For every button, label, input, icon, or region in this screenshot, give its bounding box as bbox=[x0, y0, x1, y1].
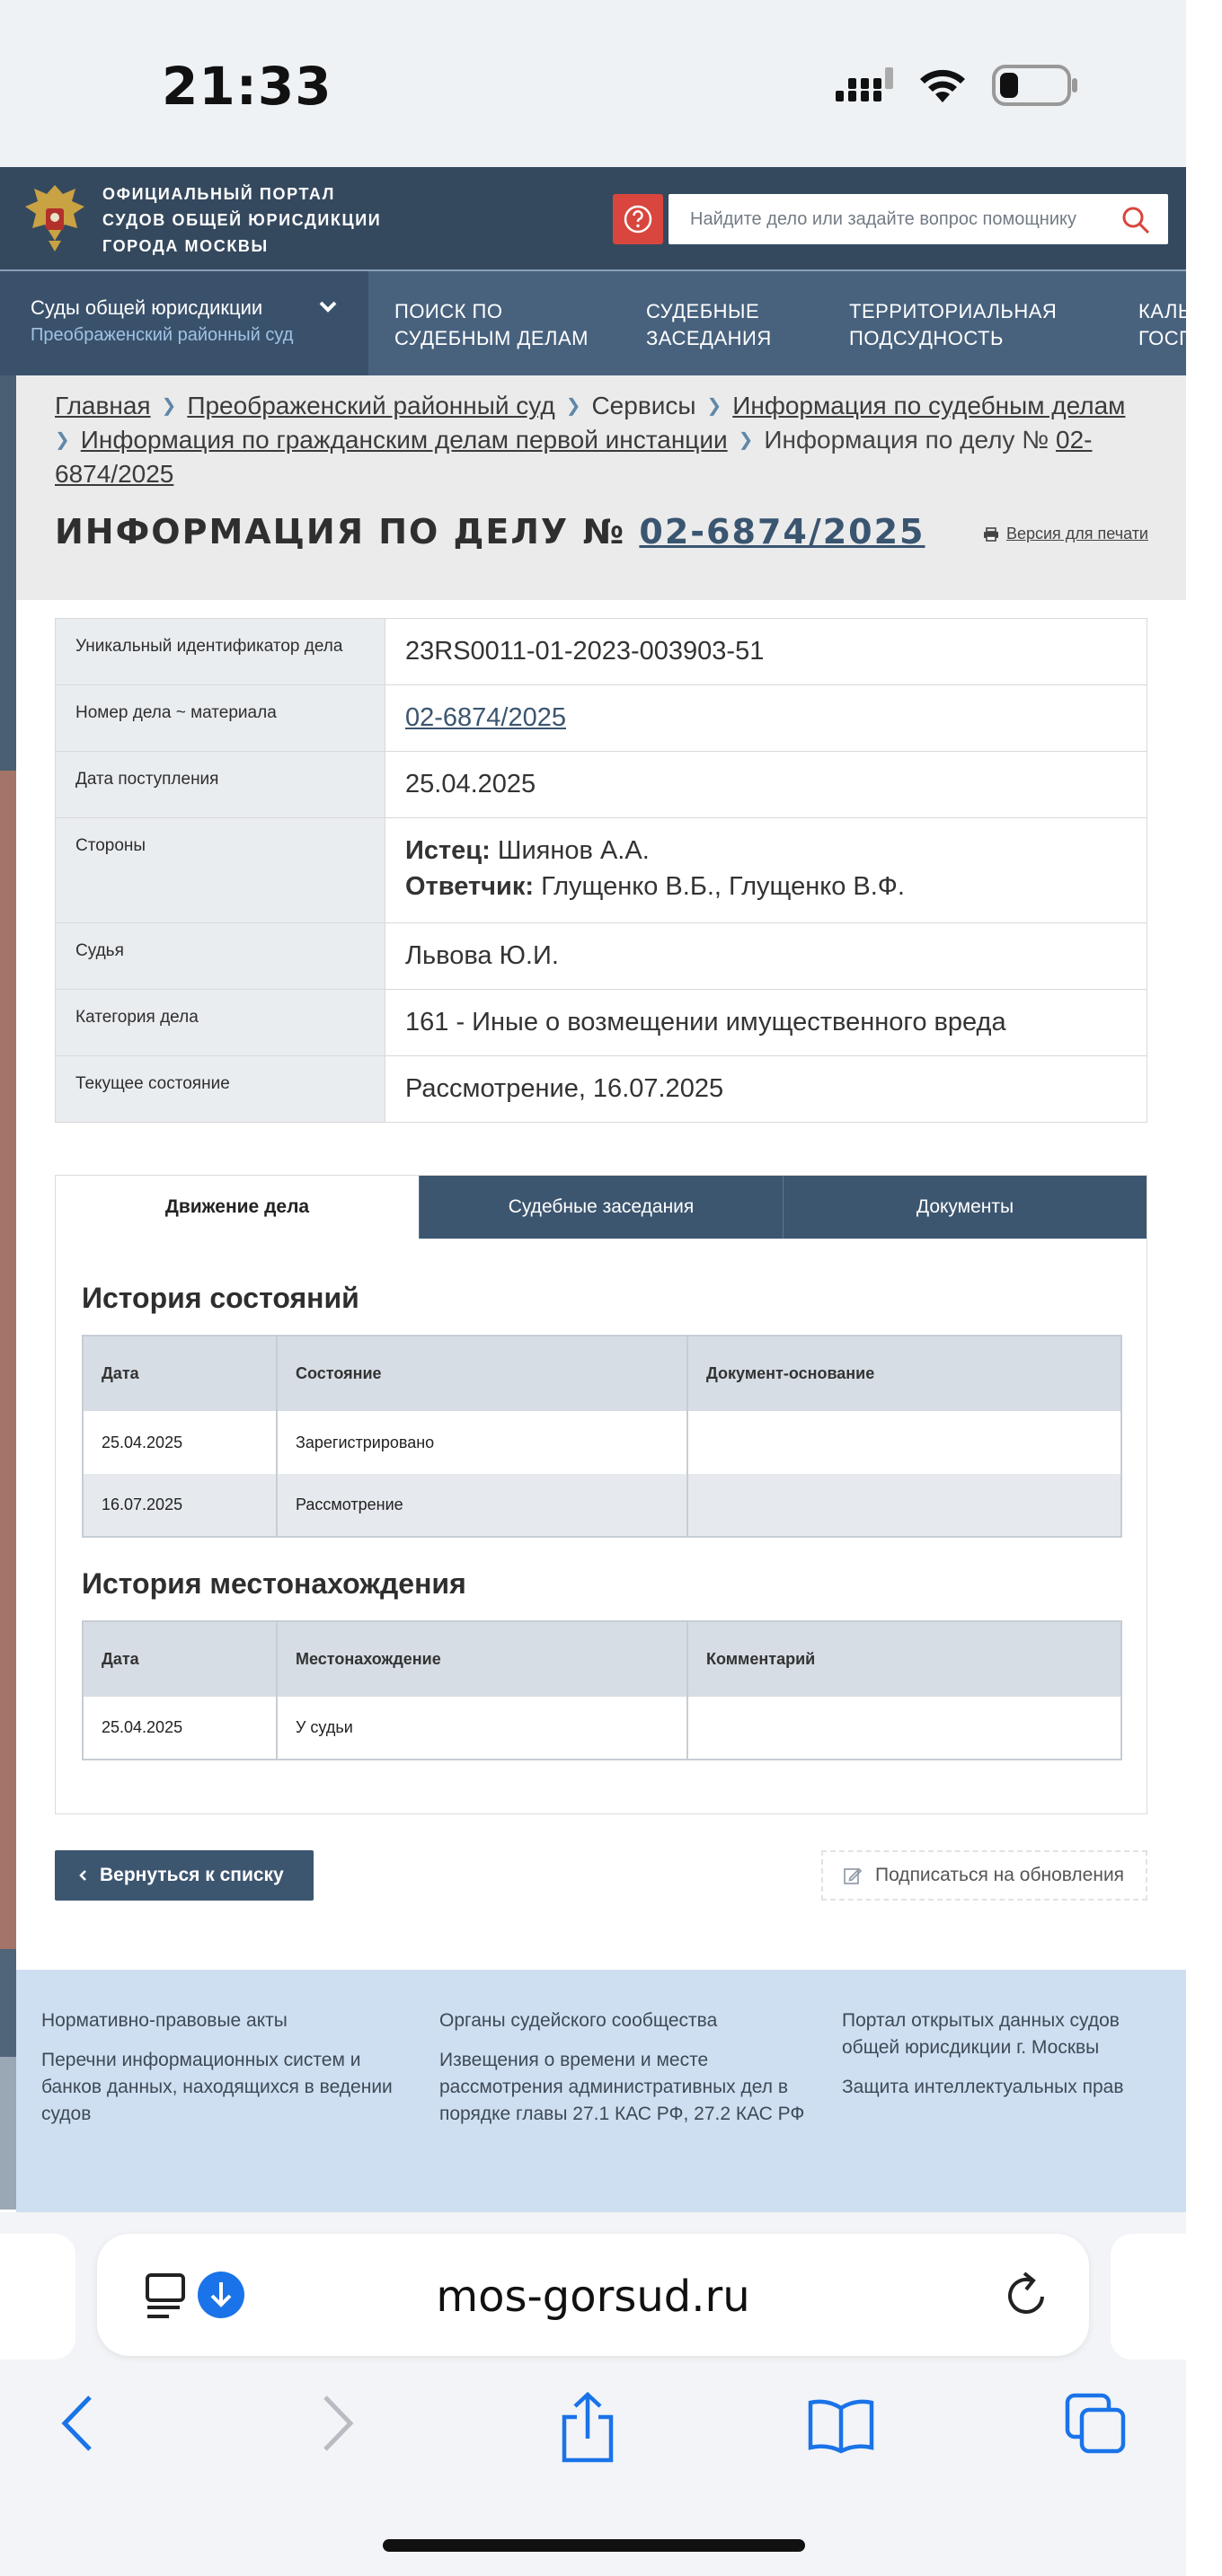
breadcrumb-current: Информация по делу № 02-6874/2025 bbox=[55, 426, 1093, 488]
address-bar[interactable] bbox=[97, 2234, 1089, 2356]
plaintiff-value: Шиянов А.А. bbox=[497, 836, 650, 865]
subscribe-updates-button[interactable]: Подписаться на обновления bbox=[821, 1850, 1147, 1901]
table-row bbox=[83, 1697, 1121, 1760]
chevron-right-icon: ❯ bbox=[565, 396, 581, 416]
footer-link[interactable]: Извещения о времени и месте рассмотрения административных дел в порядке главы 27.1 КАС РФ, 27.2 КАС РФ bbox=[439, 2050, 805, 2124]
tab-case-movement[interactable]: Движение дела bbox=[56, 1176, 419, 1239]
printer-icon bbox=[983, 527, 999, 542]
site-header bbox=[0, 167, 1186, 269]
back-arrow-icon[interactable] bbox=[58, 2392, 97, 2455]
search-icon[interactable] bbox=[1121, 206, 1150, 234]
main-nav bbox=[0, 269, 1210, 375]
row-document bbox=[687, 1411, 1121, 1474]
breadcrumb-current-case[interactable]: 02-6874/2025 bbox=[55, 426, 1093, 488]
status-bar bbox=[0, 0, 1186, 167]
case-info-row bbox=[56, 752, 1147, 818]
nav-territorial-jurisdiction[interactable]: ТЕРРИТОРИАЛЬНАЯ ПОДСУДНОСТЬ bbox=[849, 300, 1058, 349]
tabs-icon[interactable] bbox=[1064, 2392, 1127, 2455]
breadcrumb-court[interactable]: Преображенский районный суд bbox=[187, 392, 555, 419]
plaintiff-label: Истец: bbox=[405, 836, 491, 865]
case-number-value bbox=[385, 685, 1147, 752]
breadcrumb-civil-cases[interactable]: Информация по гражданским делам первой инстанции bbox=[80, 426, 728, 454]
case-info-row bbox=[56, 619, 1147, 685]
search-box bbox=[669, 194, 1168, 244]
nav-case-search[interactable]: ПОИСК ПО СУДЕБНЫМ ДЕЛАМ bbox=[394, 300, 589, 349]
footer-column-3 bbox=[842, 2007, 1165, 2113]
court-selector-value: Преображенский районный суд bbox=[31, 325, 294, 345]
judge-value: Львова Ю.И. bbox=[385, 923, 1147, 990]
chevron-down-icon bbox=[318, 300, 338, 314]
column-header: Документ-основание bbox=[687, 1336, 1121, 1411]
footer-link[interactable]: Перечни информационных систем и банков данных, находящихся в ведении судов bbox=[41, 2050, 393, 2124]
defendant-label: Ответчик: bbox=[405, 872, 534, 901]
share-icon[interactable] bbox=[559, 2392, 616, 2464]
case-info-row bbox=[56, 990, 1147, 1056]
table-header-row bbox=[83, 1621, 1121, 1697]
row-date: 25.04.2025 bbox=[83, 1697, 277, 1760]
case-info-row bbox=[56, 1056, 1147, 1123]
court-selector[interactable] bbox=[0, 271, 368, 377]
clock: 21:33 bbox=[162, 56, 332, 117]
case-number-label: Номер дела ~ материала bbox=[56, 685, 385, 752]
case-tabs-panel bbox=[55, 1175, 1147, 1814]
url-text: mos-gorsud.ru bbox=[436, 2272, 750, 2322]
battery-icon bbox=[992, 65, 1078, 106]
next-tab-preview[interactable] bbox=[1111, 2234, 1222, 2360]
breadcrumb-services: Сервисы bbox=[591, 392, 696, 419]
browser-chrome bbox=[0, 2212, 1186, 2576]
case-number-link[interactable]: 02-6874/2025 bbox=[405, 703, 566, 732]
column-header: Дата bbox=[83, 1621, 277, 1697]
table-row bbox=[83, 1411, 1121, 1474]
question-icon bbox=[623, 204, 653, 234]
nav-court-sessions[interactable]: СУДЕБНЫЕ ЗАСЕДАНИЯ bbox=[646, 300, 772, 349]
location-history-title: История местонахождения bbox=[82, 1567, 466, 1600]
chevron-left-icon bbox=[78, 1869, 87, 1882]
portal-title: ОФИЦИАЛЬНЫЙ ПОРТАЛ СУДОВ ОБЩЕЙ ЮРИСДИКЦИИ ГОРОДА МОСКВЫ bbox=[102, 185, 382, 255]
page-title: ИНФОРМАЦИЯ ПО ДЕЛУ № 02-6874/2025 bbox=[55, 512, 925, 551]
status-history-table bbox=[82, 1335, 1122, 1538]
footer-link[interactable]: Нормативно-правовые акты bbox=[41, 2010, 288, 2031]
coat-of-arms-icon bbox=[20, 181, 90, 255]
previous-tab-preview[interactable] bbox=[0, 2234, 75, 2360]
footer-link[interactable]: Портал открытых данных судов общей юрисдикции г. Москвы bbox=[842, 2010, 1120, 2058]
breadcrumb-case-info[interactable]: Информация по судебным делам bbox=[732, 392, 1126, 419]
site-footer bbox=[16, 1970, 1186, 2212]
table-header-row bbox=[83, 1336, 1121, 1411]
help-button[interactable] bbox=[613, 194, 663, 244]
category-label: Категория дела bbox=[56, 990, 385, 1056]
uid-value: 23RS0011-01-2023-003903-51 bbox=[385, 619, 1147, 685]
chevron-right-icon: ❯ bbox=[738, 430, 754, 450]
current-state-label: Текущее состояние bbox=[56, 1056, 385, 1123]
footer-link[interactable]: Защита интеллектуальных прав bbox=[842, 2077, 1124, 2097]
row-date: 16.07.2025 bbox=[83, 1474, 277, 1537]
case-info-table bbox=[55, 618, 1147, 1123]
cellular-signal-icon bbox=[836, 67, 893, 103]
reload-icon[interactable] bbox=[1003, 2270, 1053, 2320]
receipt-date-value: 25.04.2025 bbox=[385, 752, 1147, 818]
judge-label: Судья bbox=[56, 923, 385, 990]
column-header: Местонахождение bbox=[277, 1621, 687, 1697]
row-document bbox=[687, 1474, 1121, 1537]
bookmarks-icon[interactable] bbox=[807, 2397, 875, 2455]
wifi-icon bbox=[916, 66, 969, 104]
tab-documents[interactable]: Документы bbox=[783, 1176, 1147, 1239]
edit-icon bbox=[843, 1866, 863, 1885]
row-date: 25.04.2025 bbox=[83, 1411, 277, 1474]
home-indicator[interactable] bbox=[383, 2539, 805, 2552]
page-edge-decoration bbox=[0, 375, 16, 2212]
case-info-row bbox=[56, 818, 1147, 923]
nav-calculator[interactable]: КАЛЬК ГОСПО bbox=[1138, 300, 1210, 349]
footer-column-2 bbox=[439, 2007, 808, 2140]
case-info-row bbox=[56, 685, 1147, 752]
chevron-right-icon: ❯ bbox=[55, 430, 70, 450]
tab-court-sessions[interactable]: Судебные заседания bbox=[419, 1176, 783, 1239]
search-input[interactable] bbox=[688, 194, 1111, 244]
chevron-right-icon: ❯ bbox=[706, 396, 722, 416]
breadcrumb bbox=[55, 389, 1169, 491]
back-to-list-button[interactable]: Вернуться к списку bbox=[55, 1850, 314, 1901]
page-title-case-link[interactable]: 02-6874/2025 bbox=[639, 512, 925, 551]
defendant-value: Глущенко В.Б., Глущенко В.Ф. bbox=[541, 872, 905, 901]
tab-bar bbox=[56, 1176, 1147, 1239]
print-version-link[interactable]: Версия для печати bbox=[983, 525, 1148, 543]
table-row bbox=[83, 1474, 1121, 1537]
parties-value bbox=[385, 818, 1147, 923]
footer-link[interactable]: Органы судейского сообщества bbox=[439, 2010, 718, 2031]
forward-arrow-icon[interactable] bbox=[318, 2392, 358, 2455]
status-history-title: История состояний bbox=[82, 1282, 359, 1314]
chevron-right-icon: ❯ bbox=[161, 396, 177, 416]
column-header: Комментарий bbox=[687, 1621, 1121, 1697]
location-history-table bbox=[82, 1620, 1122, 1760]
category-value: 161 - Иные о возмещении имущественного вреда bbox=[385, 990, 1147, 1056]
row-state: Зарегистрировано bbox=[277, 1411, 687, 1474]
uid-label: Уникальный идентификатор дела bbox=[56, 619, 385, 685]
court-selector-label: Суды общей юрисдикции bbox=[31, 296, 263, 319]
page-heading-area bbox=[16, 375, 1186, 600]
status-icons bbox=[836, 65, 1078, 106]
row-comment bbox=[687, 1697, 1121, 1760]
breadcrumb-home[interactable]: Главная bbox=[55, 392, 151, 419]
column-header: Состояние bbox=[277, 1336, 687, 1411]
row-location: У судьи bbox=[277, 1697, 687, 1760]
case-info-row bbox=[56, 923, 1147, 990]
column-header: Дата bbox=[83, 1336, 277, 1411]
row-state: Рассмотрение bbox=[277, 1474, 687, 1537]
parties-label: Стороны bbox=[56, 818, 385, 923]
current-state-value: Рассмотрение, 16.07.2025 bbox=[385, 1056, 1147, 1123]
footer-column-1 bbox=[41, 2007, 401, 2140]
receipt-date-label: Дата поступления bbox=[56, 752, 385, 818]
